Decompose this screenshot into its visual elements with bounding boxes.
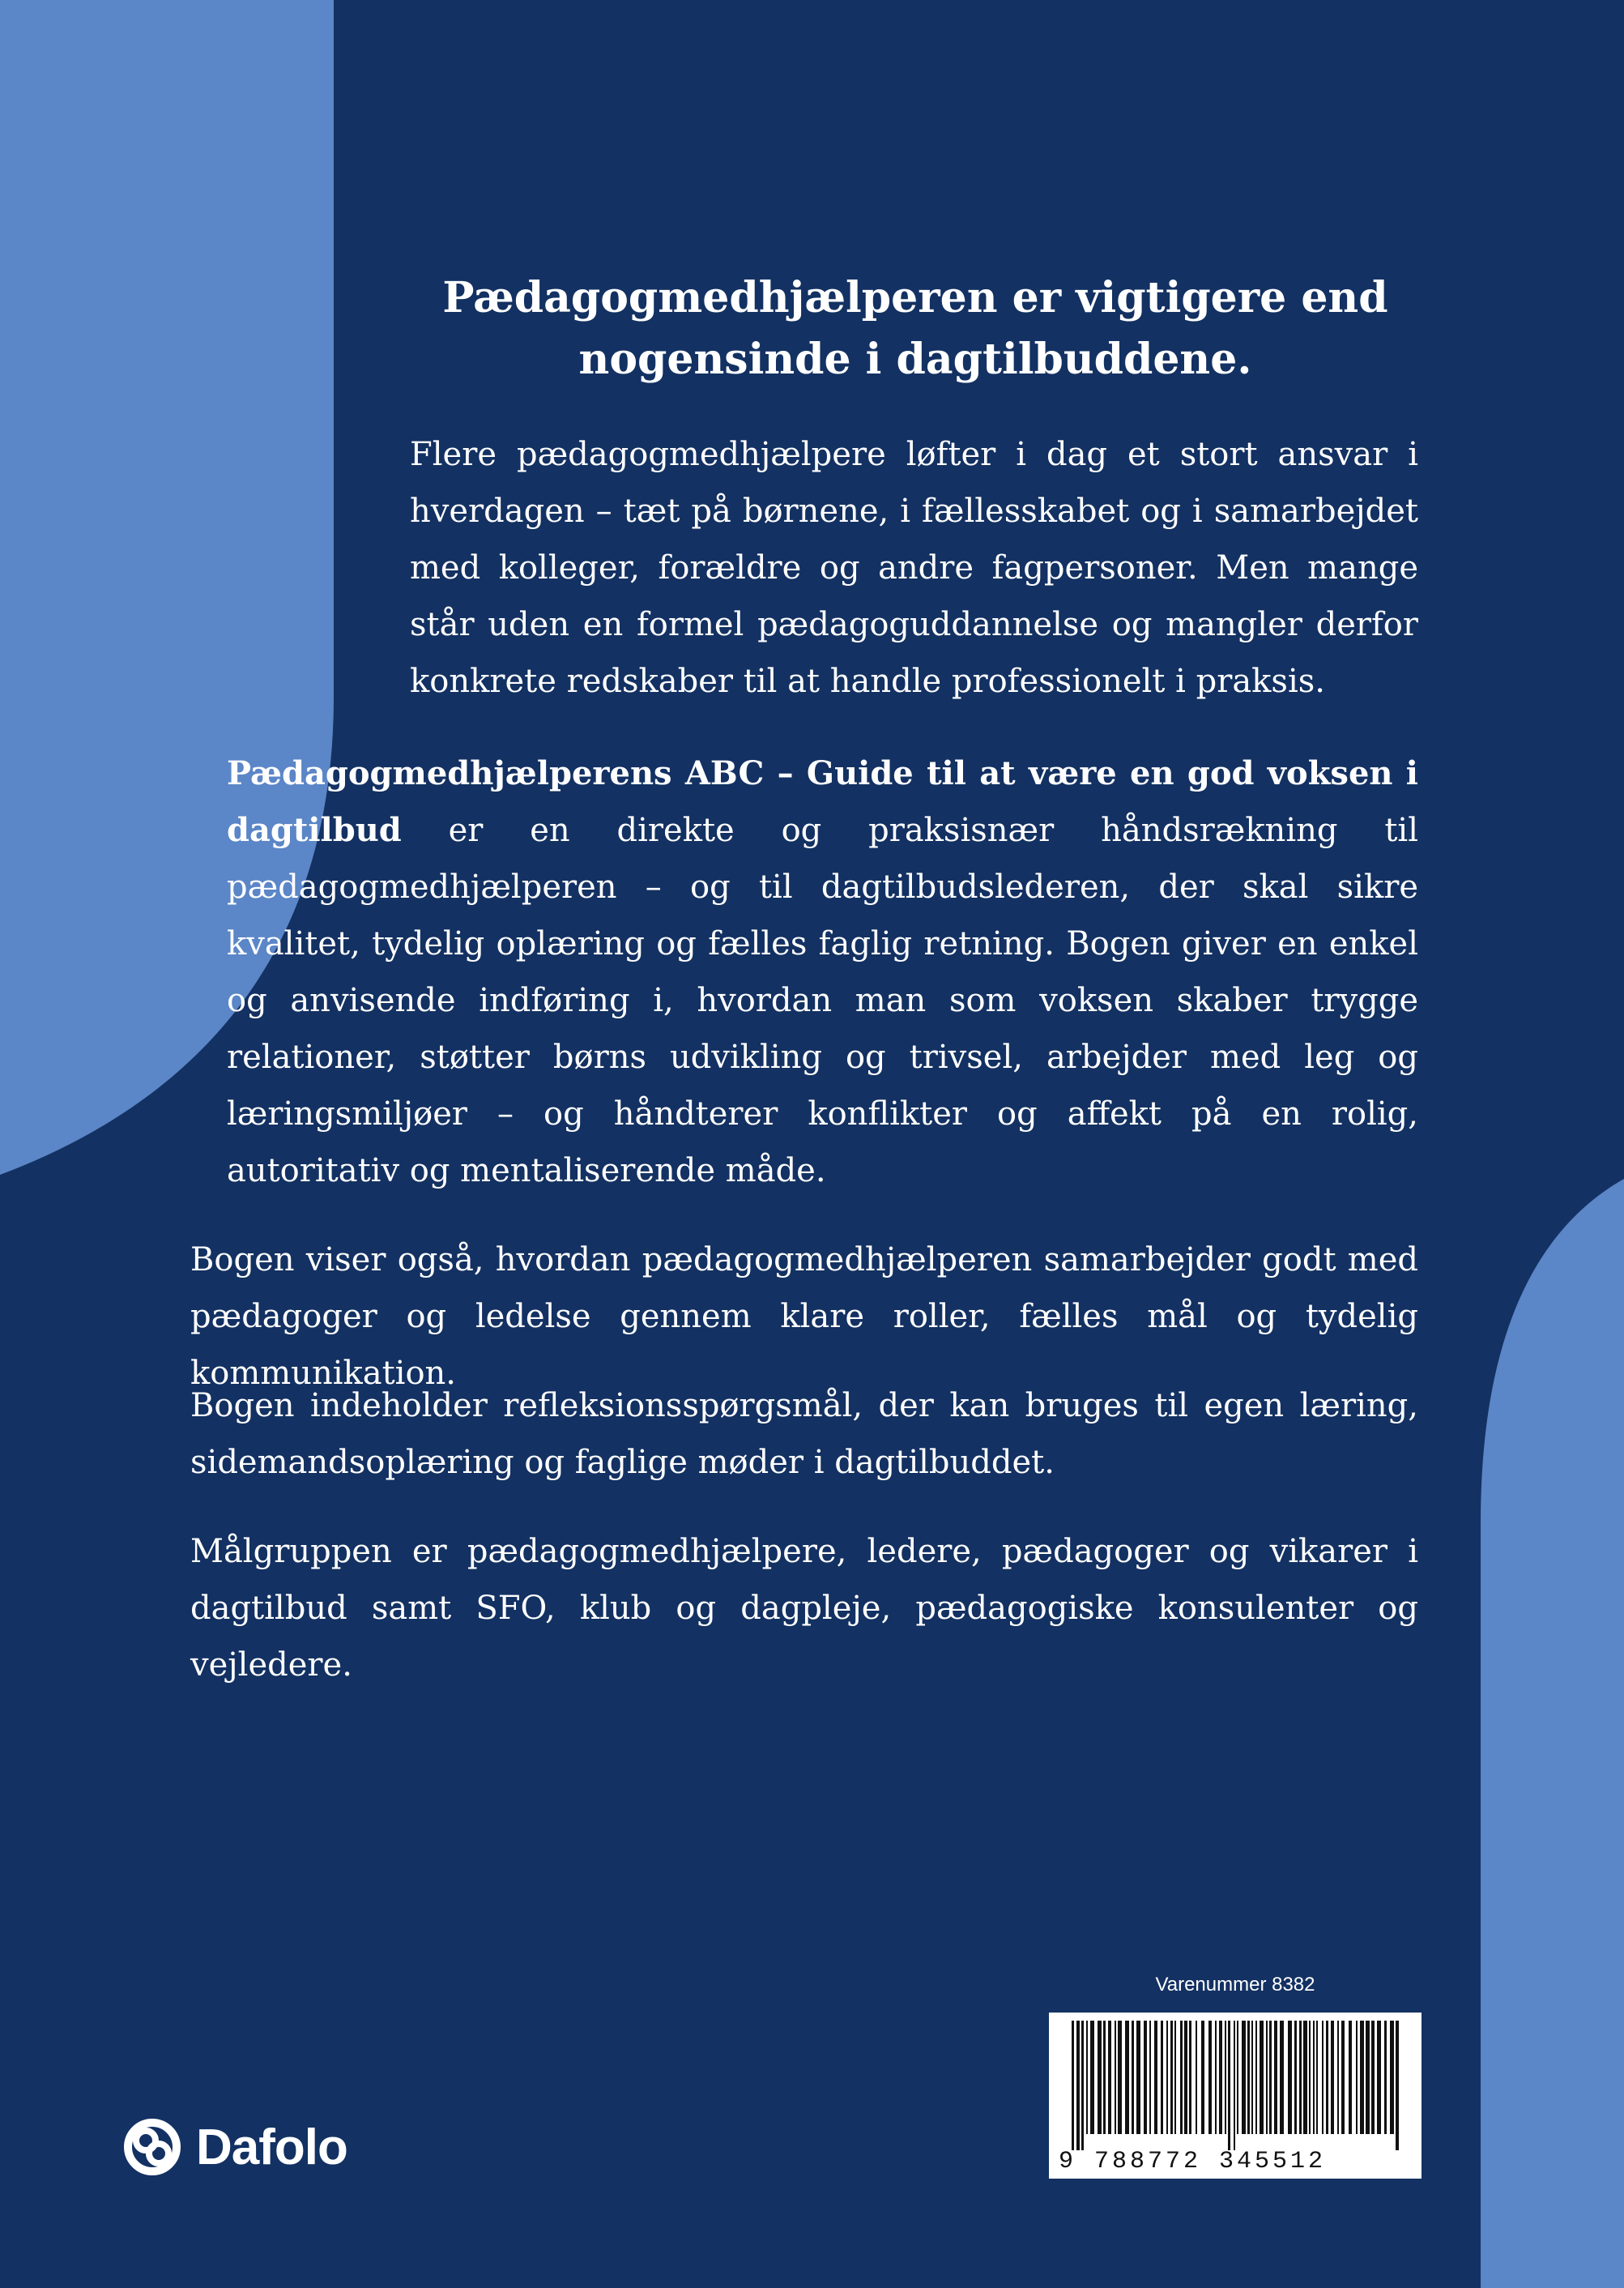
- barcode-bar: [1274, 2021, 1277, 2134]
- barcode-bar: [1337, 2021, 1339, 2134]
- barcode-bar: [1136, 2021, 1140, 2134]
- barcode-bar: [1331, 2021, 1334, 2134]
- book-title: Pædagogmedhjælperens ABC – Guide til at være en god voksen i dagtilbud: [227, 754, 1418, 849]
- barcode-bar: [1125, 2021, 1129, 2134]
- barcode-bar: [1170, 2021, 1173, 2134]
- barcode-bar: [1326, 2021, 1328, 2134]
- barcode-bar: [1225, 2021, 1226, 2134]
- barcode-bar: [1390, 2021, 1394, 2134]
- barcode-bar: [1118, 2021, 1122, 2134]
- barcode-bar: [1161, 2021, 1163, 2134]
- headline-line-2: nogensinde i dagtilbuddene.: [578, 335, 1252, 384]
- barcode-bar: [1280, 2021, 1284, 2134]
- barcode-bar: [1208, 2021, 1212, 2134]
- barcode-bar: [1115, 2021, 1116, 2134]
- barcode-bar: [1260, 2021, 1264, 2134]
- barcode-bar: [1299, 2021, 1302, 2134]
- publisher-name: Dafolo: [196, 2119, 347, 2175]
- barcode: [1049, 2013, 1422, 2179]
- headline-line-1: Pædagogmedhjælperen er vigtigere end: [442, 273, 1388, 322]
- barcode-bar: [1180, 2021, 1183, 2134]
- barcode-bar: [1174, 2021, 1176, 2134]
- barcode-bar: [1371, 2021, 1375, 2134]
- barcode-bar: [1189, 2021, 1191, 2134]
- barcode-digits: 9 788772 345512: [1059, 2148, 1327, 2175]
- headline: [340, 267, 1490, 391]
- barcode-bar: [1196, 2021, 1197, 2134]
- barcode-bars: [1057, 2021, 1413, 2150]
- barcode-bar: [1309, 2021, 1311, 2134]
- barcode-bar: [1269, 2021, 1272, 2134]
- barcode-bar: [1384, 2021, 1387, 2134]
- barcode-bar: [1242, 2021, 1246, 2134]
- barcode-bar: [1356, 2021, 1358, 2134]
- barcode-bar: [1166, 2021, 1168, 2134]
- reflection-paragraph: Bogen indeholder refleksionsspørgsmål, der kan bruges til egen læring, sidemandsoplæring og faglige møder i dagtilbuddet.: [190, 1387, 1418, 1481]
- barcode-bar: [1184, 2021, 1187, 2134]
- barcode-bar: [1108, 2021, 1111, 2134]
- barcode-bar: [1396, 2021, 1399, 2150]
- barcode-bar: [1294, 2021, 1297, 2134]
- barcode-bar: [1144, 2021, 1147, 2134]
- barcode-bar: [1154, 2021, 1157, 2134]
- barcode-bar: [1234, 2021, 1235, 2150]
- barcode-bar: [1266, 2021, 1268, 2134]
- barcode-bar: [1255, 2021, 1257, 2134]
- barcode-bar: [1219, 2021, 1222, 2134]
- barcode-bar: [1349, 2021, 1352, 2134]
- publisher-logo: [121, 2115, 347, 2179]
- barcode-bar: [1313, 2021, 1315, 2134]
- barcode-bar: [1201, 2021, 1204, 2134]
- barcode-bar: [1072, 2021, 1074, 2150]
- barcode-bar: [1303, 2021, 1307, 2134]
- barcode-bar: [1149, 2021, 1151, 2134]
- right-accent-shape: [1481, 1179, 1624, 2288]
- barcode-bar: [1322, 2021, 1323, 2134]
- barcode-bar: [1103, 2021, 1106, 2134]
- barcode-bar: [1251, 2021, 1253, 2134]
- barcode-bar: [1090, 2021, 1094, 2134]
- barcode-bar: [1215, 2021, 1217, 2134]
- collaboration-paragraph: Bogen viser også, hvordan pædagogmedhjælperen samarbejder godt med pædagoger og ledelse gennem klare roller, fælles mål og tydelig kommunikation.: [190, 1241, 1418, 1392]
- barcode-bar: [1132, 2021, 1134, 2134]
- barcode-bar: [1377, 2021, 1381, 2134]
- barcode-bar: [1086, 2021, 1088, 2134]
- barcode-bar: [1076, 2021, 1080, 2150]
- barcode-bar: [1247, 2021, 1250, 2134]
- item-number: Varenummer 8382: [1155, 1974, 1315, 1996]
- intro-paragraph: Flere pædagogmedhjælpere løfter i dag et stort ansvar i hverdagen – tæt på børnene, i fællesskabet og i samarbejdet med kolleger, forældre og andre fagpersoner. Men mange står uden en formel pædagoguddannelse og mangler derfor konkrete redskaber til at handle professionelt i praksis.: [410, 436, 1418, 700]
- barcode-bar: [1228, 2021, 1230, 2150]
- barcode-bar: [1237, 2021, 1238, 2134]
- barcode-bar: [1098, 2021, 1102, 2134]
- barcode-bar: [1366, 2021, 1370, 2134]
- book-description-text: er en direkte og praksisnær håndsrækning til pædagogmedhjælperen – og til dagtilbudslederen, der skal sikre kvalitet, tydelig oplæring og fælles faglig retning. Bogen giver en enkel og anvisende indføring i, hvordan man som voksen skaber trygge relationer, støtter børns udvikling og trivsel, arbejder med leg og læringsmiljøer – og håndterer konflikter og affekt på en rolig, autoritativ og mentaliserende måde.: [227, 812, 1418, 1189]
- dafolo-logo-icon: [121, 2116, 183, 2178]
- book-description-paragraph: [227, 745, 1418, 1199]
- barcode-bar: [1341, 2021, 1345, 2134]
- target-group-paragraph: Målgruppen er pædagogmedhjælpere, ledere, pædagoger og vikarer i dagtilbud samt SFO, klub og dagpleje, pædagogiske konsulenter og vejledere.: [190, 1533, 1418, 1684]
- barcode-bar: [1081, 2021, 1084, 2150]
- barcode-bar: [1360, 2021, 1364, 2134]
- barcode-bar: [1288, 2021, 1292, 2134]
- barcode-bar: [1316, 2021, 1318, 2134]
